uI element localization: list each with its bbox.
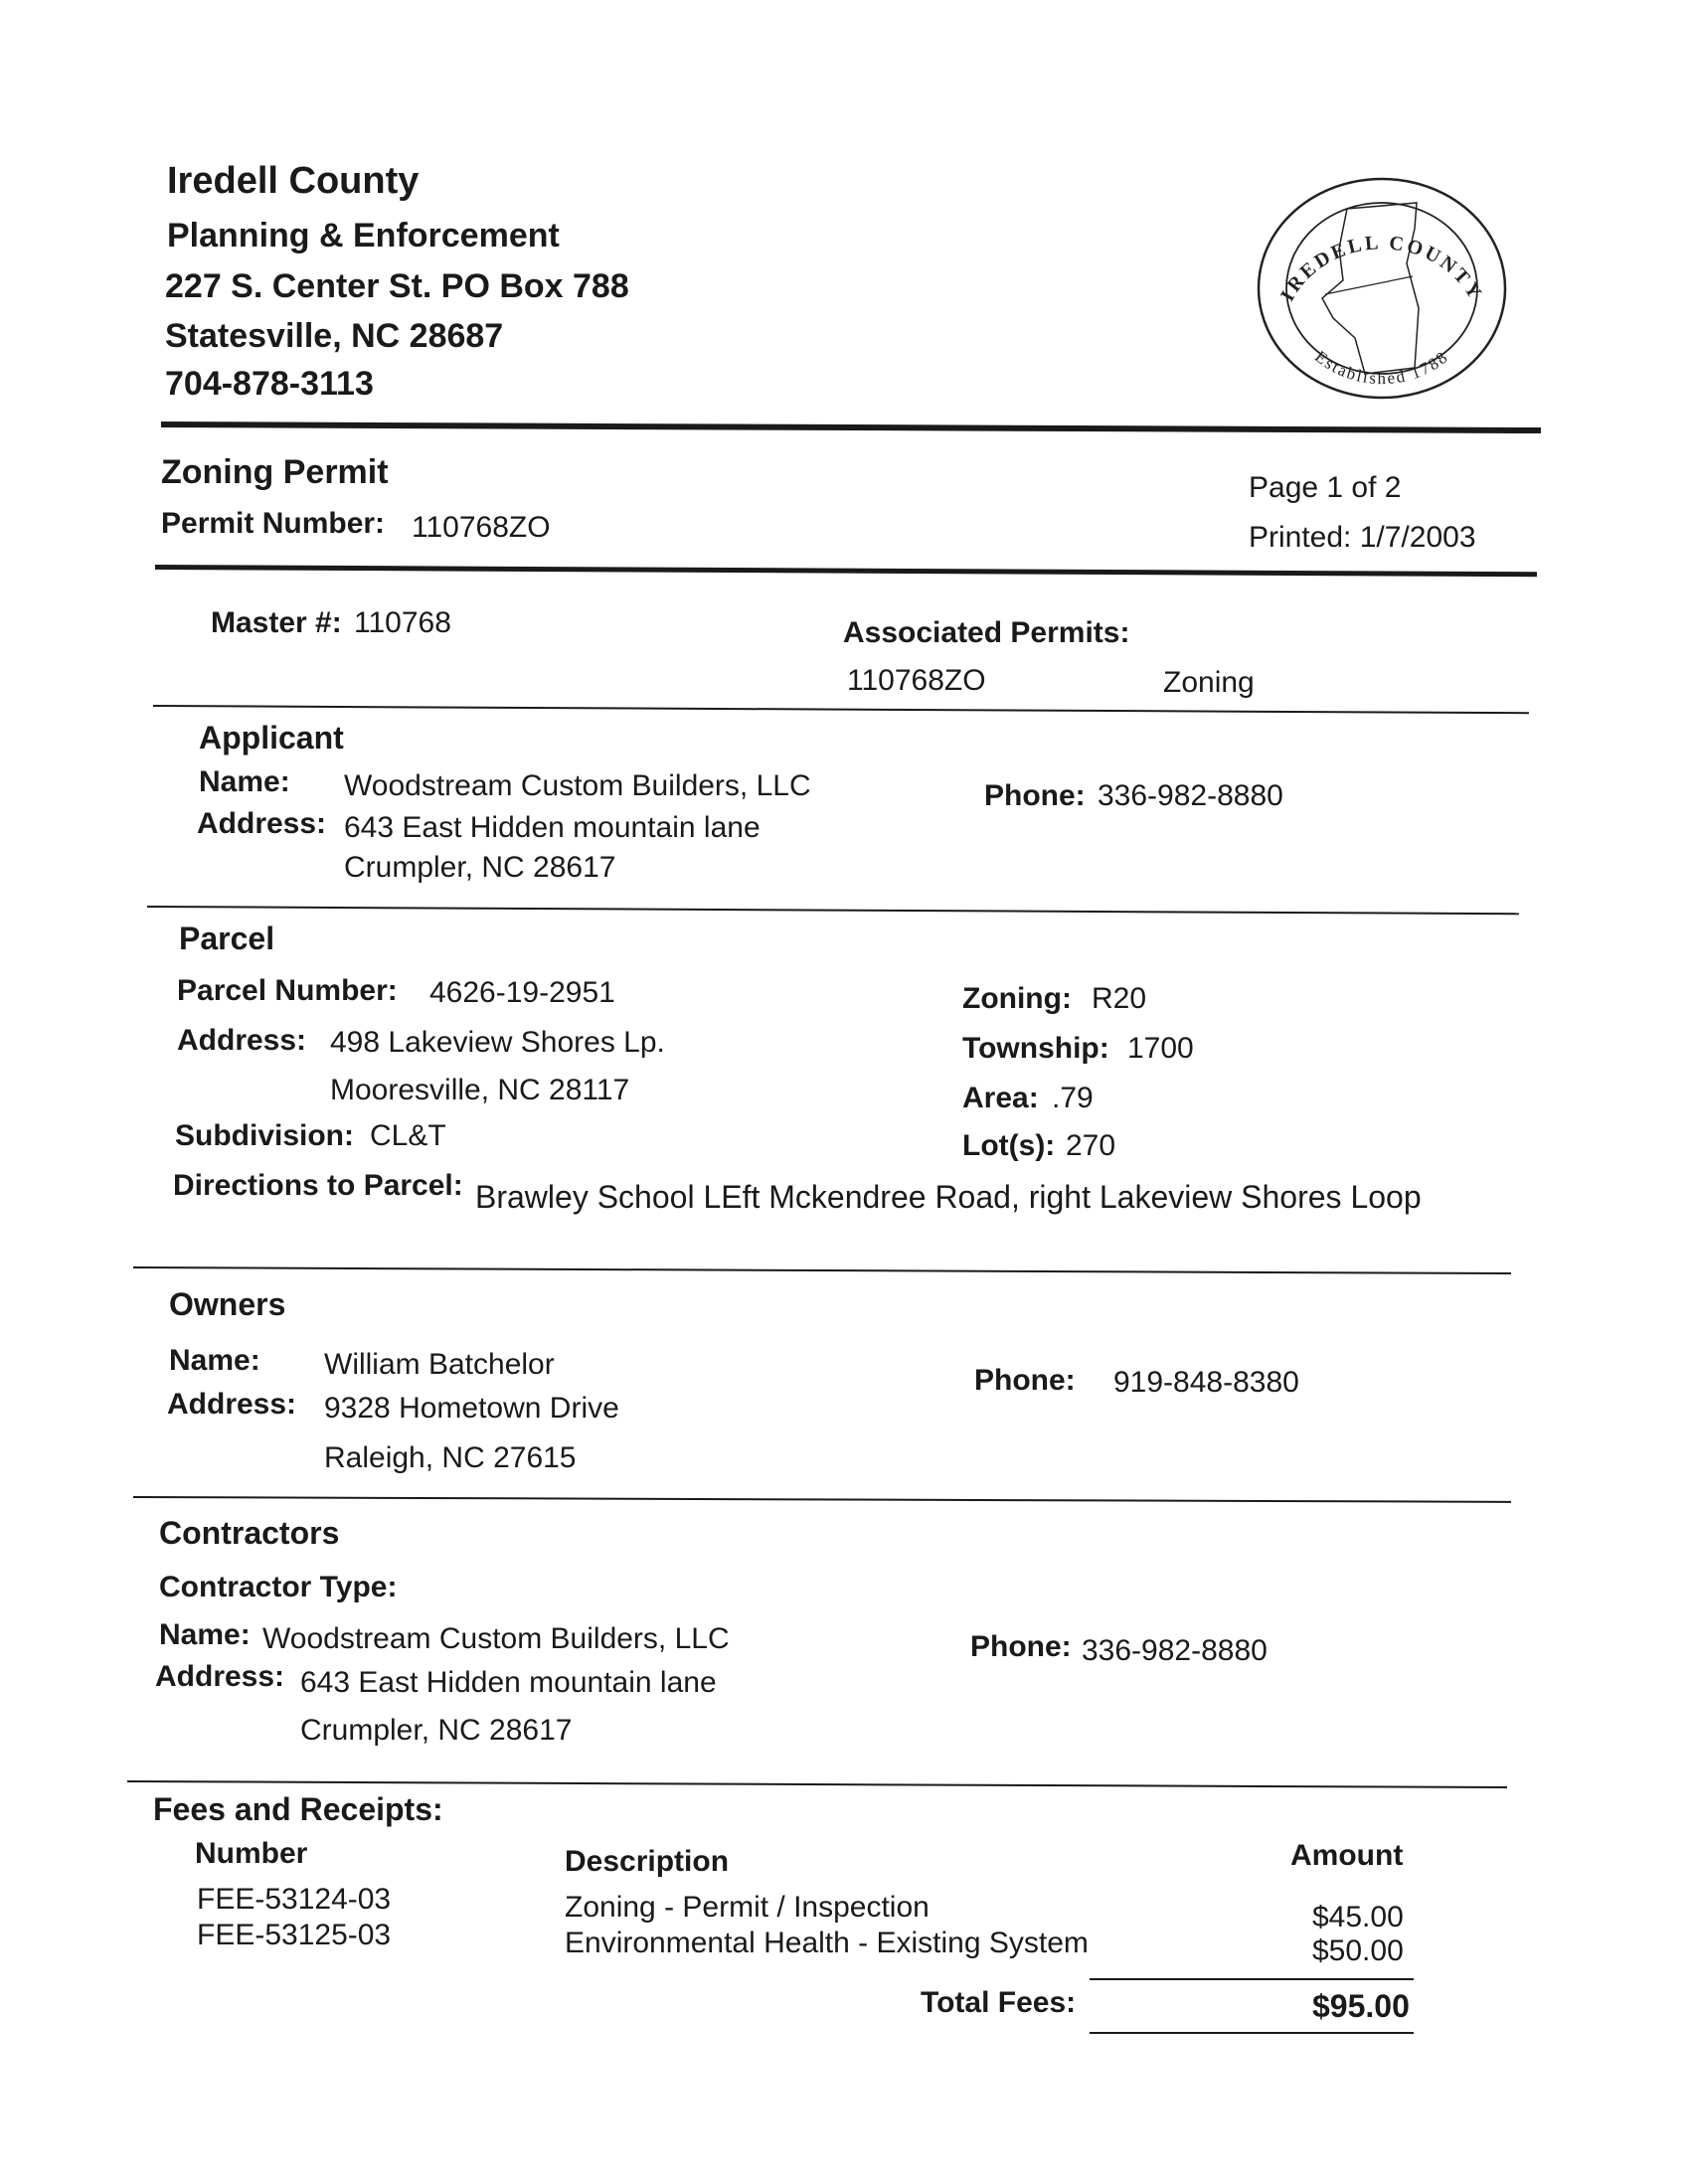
- parcel-divider: [133, 1266, 1511, 1274]
- permit-title: Zoning Permit: [161, 453, 389, 491]
- area-value: .79: [1052, 1082, 1094, 1114]
- total-fees-label: Total Fees:: [921, 1986, 1077, 2019]
- zoning-value: R20: [1092, 982, 1147, 1015]
- fees-col-description: Description: [565, 1845, 730, 1878]
- township-value: 1700: [1127, 1032, 1194, 1065]
- owner-address-line1: 9328 Hometown Drive: [324, 1392, 619, 1425]
- parcel-number: 4626-19-2951: [429, 976, 615, 1009]
- fee-row-number: FEE-53124-03: [197, 1883, 392, 1916]
- applicant-name-label: Name:: [199, 765, 290, 798]
- applicant-heading: Applicant: [199, 720, 344, 756]
- owner-name-label: Name:: [169, 1344, 260, 1377]
- contractor-phone: 336-982-8880: [1082, 1634, 1268, 1667]
- contractor-address-line2: Crumpler, NC 28617: [300, 1714, 573, 1747]
- department-phone: 704-878-3113: [165, 365, 374, 403]
- total-bottom-rule: [1090, 2032, 1414, 2034]
- fee-row-amount: $45.00: [1312, 1901, 1404, 1933]
- owner-address-label: Address:: [167, 1388, 297, 1421]
- township-label: Township:: [962, 1032, 1109, 1065]
- owners-divider: [133, 1496, 1511, 1503]
- parcel-number-label: Parcel Number:: [177, 974, 398, 1007]
- fees-col-number: Number: [195, 1837, 308, 1870]
- county-seal-icon: [1248, 169, 1516, 408]
- department-city: Statesville, NC 28687: [165, 317, 504, 355]
- parcel-address-label: Address:: [177, 1024, 307, 1057]
- subdivision-label: Subdivision:: [175, 1119, 354, 1152]
- master-divider: [153, 705, 1529, 714]
- contractor-phone-label: Phone:: [970, 1630, 1072, 1663]
- seal-top-text: IREDELL COUNTY: [1275, 232, 1487, 305]
- contractors-divider: [127, 1780, 1507, 1788]
- directions-value: Brawley School LEft Mckendree Road, right Lakeview Shores Loop: [475, 1179, 1422, 1215]
- lots-label: Lot(s):: [962, 1129, 1056, 1162]
- owner-phone: 919-848-8380: [1113, 1366, 1299, 1399]
- fees-col-amount: Amount: [1290, 1839, 1404, 1872]
- applicant-phone: 336-982-8880: [1098, 779, 1283, 812]
- master-label: Master #:: [211, 606, 342, 639]
- owners-heading: Owners: [169, 1286, 286, 1322]
- owner-name: William Batchelor: [324, 1348, 555, 1381]
- header-divider: [161, 421, 1541, 433]
- contractor-type-label: Contractor Type:: [159, 1571, 398, 1603]
- permit-number: 110768ZO: [412, 511, 551, 544]
- fees-heading: Fees and Receipts:: [153, 1791, 443, 1827]
- applicant-address-line1: 643 East Hidden mountain lane: [344, 811, 761, 844]
- owner-address-line2: Raleigh, NC 27615: [324, 1441, 577, 1474]
- department-name: Planning & Enforcement: [167, 217, 560, 254]
- fee-row-number: FEE-53125-03: [197, 1919, 392, 1951]
- county-name: Iredell County: [167, 160, 420, 202]
- owner-phone-label: Phone:: [974, 1364, 1076, 1397]
- total-fees-amount: $95.00: [1312, 1988, 1410, 2024]
- subdivision-value: CL&T: [370, 1119, 446, 1152]
- contractor-name: Woodstream Custom Builders, LLC: [262, 1622, 730, 1655]
- applicant-phone-label: Phone:: [984, 779, 1086, 812]
- master-number: 110768: [354, 606, 451, 639]
- contractors-heading: Contractors: [159, 1515, 340, 1551]
- applicant-divider: [147, 906, 1519, 915]
- associated-permits-label: Associated Permits:: [843, 616, 1130, 649]
- fee-row-description: Zoning - Permit / Inspection: [565, 1891, 930, 1924]
- parcel-address-line1: 498 Lakeview Shores Lp.: [330, 1026, 665, 1059]
- printed-date: Printed: 1/7/2003: [1249, 521, 1476, 554]
- associated-permit-number: 110768ZO: [847, 664, 986, 697]
- contractor-name-label: Name:: [159, 1618, 251, 1651]
- fee-row-description: Environmental Health - Existing System: [565, 1927, 1089, 1959]
- directions-label: Directions to Parcel:: [173, 1169, 463, 1202]
- area-label: Area:: [962, 1082, 1039, 1114]
- lots-value: 270: [1066, 1129, 1116, 1162]
- associated-permit-type: Zoning: [1163, 666, 1255, 699]
- permit-number-label: Permit Number:: [161, 507, 386, 540]
- page-indicator: Page 1 of 2: [1249, 471, 1402, 504]
- parcel-address-line2: Mooresville, NC 28117: [330, 1074, 630, 1106]
- contractor-address-line1: 643 East Hidden mountain lane: [300, 1666, 717, 1699]
- svg-text:Established 1788: [1311, 347, 1452, 388]
- total-top-rule: [1090, 1978, 1414, 1980]
- applicant-address-line2: Crumpler, NC 28617: [344, 851, 616, 884]
- applicant-address-label: Address:: [197, 807, 327, 840]
- seal-bottom-text: Established 1788: [1311, 346, 1452, 389]
- department-street: 227 S. Center St. PO Box 788: [165, 267, 629, 305]
- fee-row-amount: $50.00: [1312, 1934, 1404, 1967]
- parcel-heading: Parcel: [179, 921, 275, 956]
- permit-divider: [155, 565, 1537, 577]
- svg-text:IREDELL COUNTY: [1276, 232, 1487, 305]
- applicant-name: Woodstream Custom Builders, LLC: [344, 769, 811, 802]
- contractor-address-label: Address:: [155, 1660, 285, 1693]
- zoning-label: Zoning:: [962, 982, 1072, 1015]
